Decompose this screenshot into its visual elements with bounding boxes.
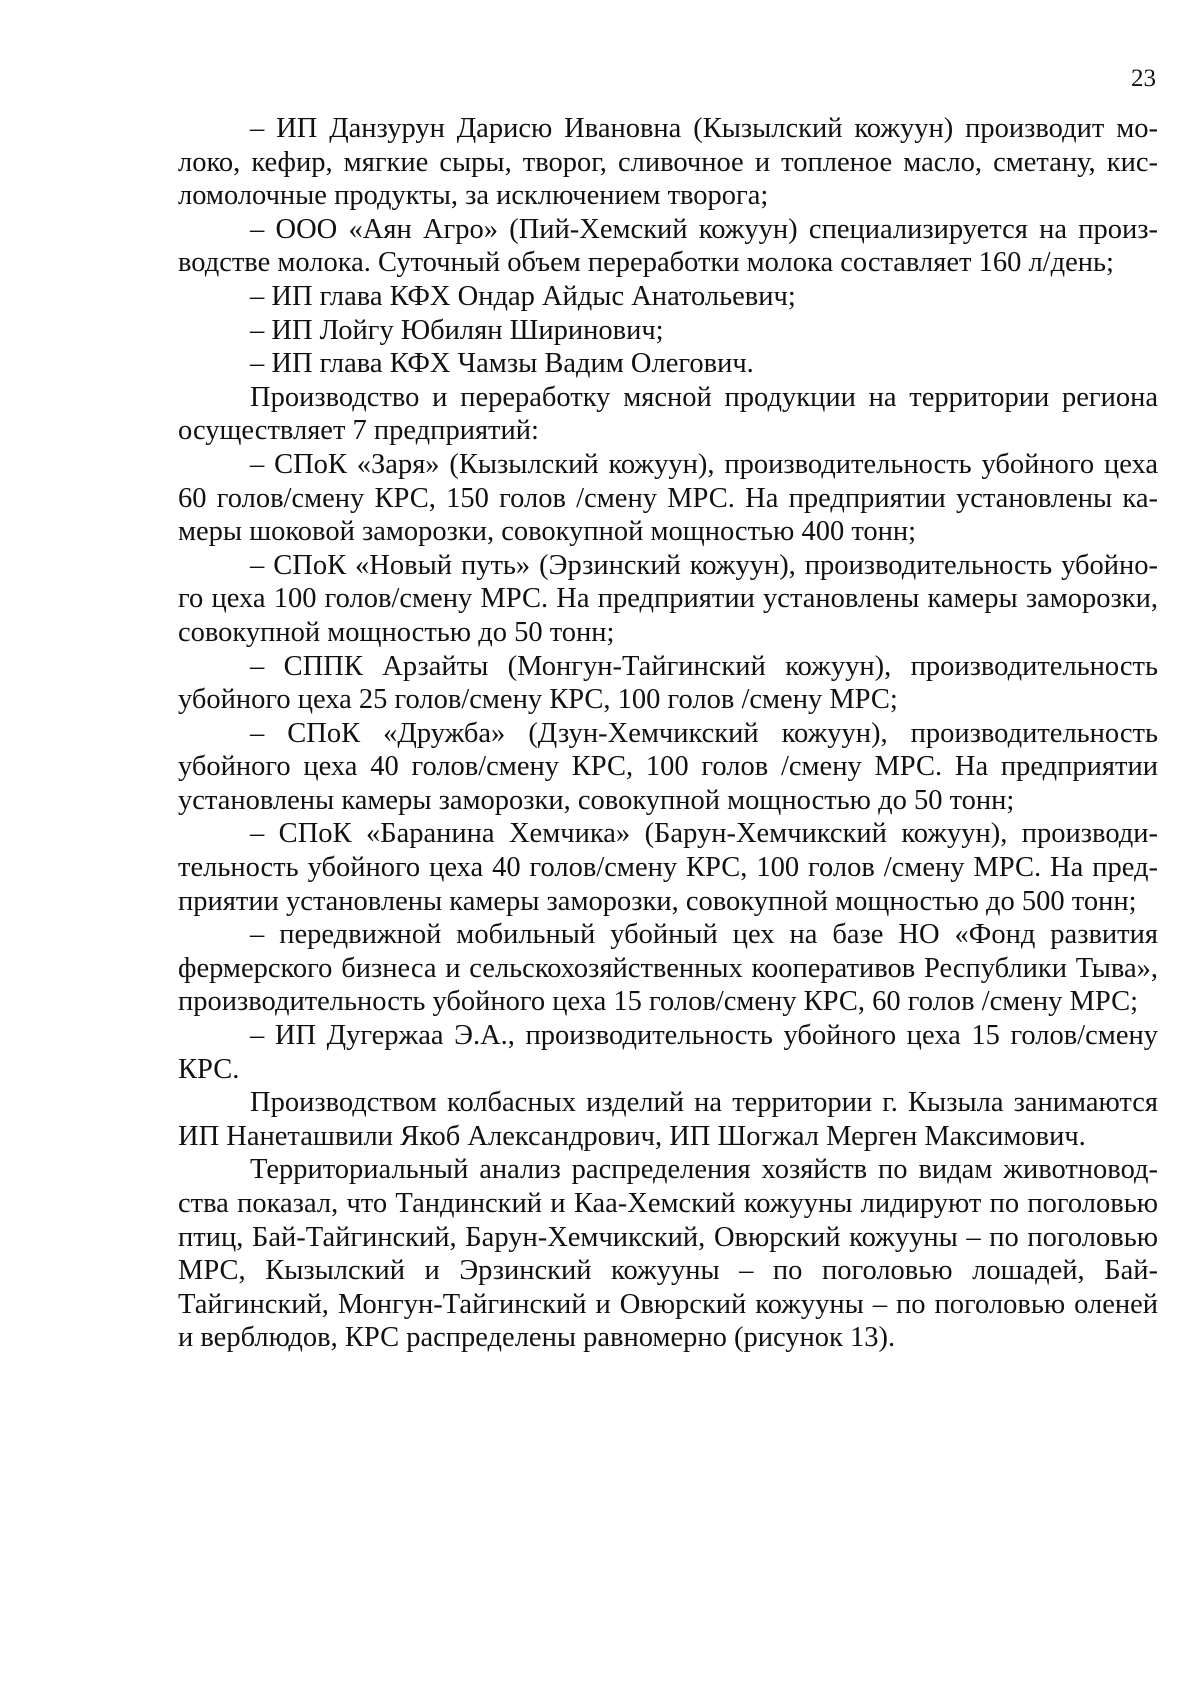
paragraph-2: – ООО «Аян Агро» (Пий-Хемский кожуун) специализируется на производстве молока. Суточный объем переработки молока составляет 160 л/день; — [178, 213, 1158, 279]
paragraph-12: – передвижной мобильный убойный цех на базе НО «Фонд развития фермерского бизнеса и сельскохозяйственных кооперативов Республики Тыва», производительность убойного цеха 15 голов/смену КРС, 60 голов /смену МРС; — [178, 919, 1158, 1018]
paragraph-6: Производство и переработку мясной продукции на территории региона осуществляет 7 предприятий: — [178, 381, 1158, 447]
paragraph-8: – СПоК «Новый путь» (Эрзинский кожуун), производительность убойного цеха 100 голов/смену МРС. На предприятии установлены камеры заморозки, совокупной мощностью до 50 тонн; — [178, 549, 1158, 648]
paragraph-13: – ИП Дугержаа Э.А., производительность убойного цеха 15 голов/смену КРС. — [178, 1020, 1158, 1085]
paragraph-3: – ИП глава КФХ Ондар Айдыс Анатольевич; — [250, 280, 796, 312]
paragraph-9: – СППК Арзайты (Монгун-Тайгинский кожуун), производительность убойного цеха 25 голов/смену КРС, 100 голов /смену МРС; — [178, 650, 1158, 716]
paragraph-14: Производством колбасных изделий на территории г. Кызыла занимаются ИП Нанеташвили Якоб Александрович, ИП Шогжал Мерген Максимович. — [178, 1087, 1158, 1152]
paragraph-1: – ИП Данзурун Дарисю Ивановна (Кызылский кожуун) производит молоко, кефир, мягкие сыры, творог, сливочное и топленое масло, сметану, кисломолочные продукты, за исключением творога; — [178, 113, 1158, 212]
paragraph-10: – СПоК «Дружба» (Дзун-Хемчикский кожуун), производительность убойного цеха 40 голов/смену КРС, 100 голов /смену МРС. На предприятии установлены камеры заморозки, совокупной мощностью до 50 тонн; — [178, 717, 1158, 816]
paragraph-11: – СПоК «Баранина Хемчика» (Барун-Хемчикский кожуун), производительность убойного цеха 40 голов/смену КРС, 100 голов /смену МРС. На предприятии установлены камеры заморозки, совокупной мощностью до 500 тонн; — [178, 818, 1158, 917]
paragraph-15: Территориальный анализ распределения хозяйств по видам животноводства показал, что Тандинский и Каа-Хемский кожууны лидируют по поголовью птиц, Бай-Тайгинский, Барун-Хемчикский, Овюрский кожууны – по поголовью МРС, Кызылский и Эрзинский кожууны – по поголовью лошадей, Бай-Тайгинский, Монгун-Тайгинский и Овюрский кожууны – по поголовью оленей и верблюдов, КРС распределены равномерно (рисунок 13). — [178, 1154, 1158, 1354]
page-number: 23 — [1131, 65, 1156, 92]
body-text — [178, 112, 1158, 1355]
paragraph-4: – ИП Лойгу Юбилян Ширинович; — [250, 314, 664, 346]
paragraph-5: – ИП глава КФХ Чамзы Вадим Олегович. — [250, 348, 754, 380]
paragraph-7: – СПоК «Заря» (Кызылский кожуун), производительность убойного цеха 60 голов/смену КРС, 150 голов /смену МРС. На предприятии установлены камеры шоковой заморозки, совокупной мощностью 400 тонн; — [178, 448, 1158, 548]
